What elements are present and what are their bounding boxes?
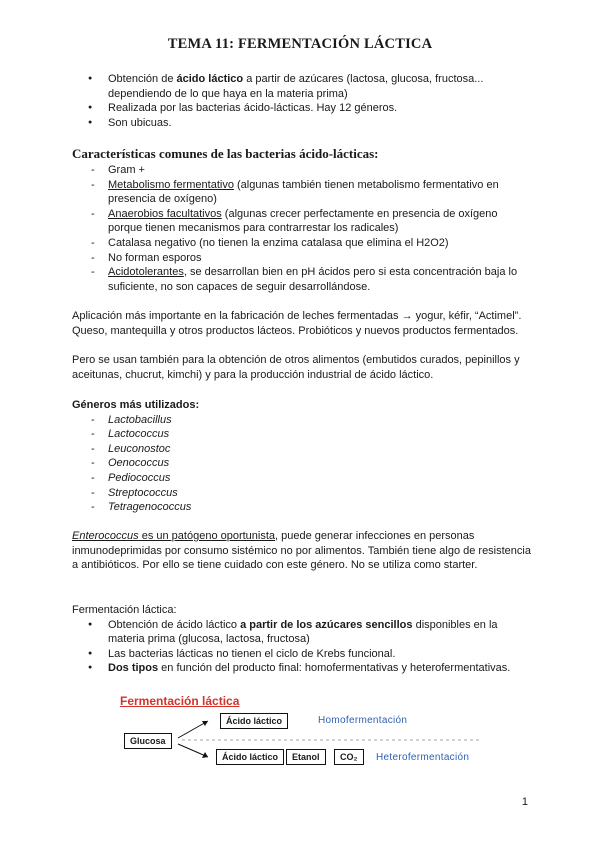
list-item: ● Las bacterias lácticas no tienen el ciclo de Krebs funcional. [72, 647, 532, 662]
generos-section [72, 398, 532, 515]
list-item: ● Son ubicuas. [72, 116, 532, 131]
list-item: ● Dos tipos en función del producto final: homofermentativas y heterofermentativas. [72, 661, 532, 676]
section-heading: Características comunes de las bacterias ácido-lácticas: [72, 146, 379, 161]
list-item: - Catalasa negativo (no tienen la enzima catalasa que elimina el H2O2) [72, 236, 532, 251]
page-title: TEMA 11: FERMENTACIÓN LÁCTICA [167, 36, 433, 52]
paragraph-enterococcus: Enterococcus es un patógeno oportunista, puede generar infecciones en personas inmunodeprimidas por consumo sistémico no por alimentos. También tiene algo de resistencia a antibióticos. Por ello se tiene cuidado con este género. No se utiliza como starter. [72, 530, 531, 572]
list-item: - Streptococcus [72, 486, 532, 501]
generos-list [72, 413, 532, 515]
glucosa-box: Glucosa [124, 733, 172, 749]
list-item: - Tetragenococcus [72, 500, 532, 515]
list-item: - Oenococcus [72, 456, 532, 471]
acido-lactico-hetero-box: Ácido láctico [216, 749, 284, 765]
list-item: - No forman esporos [72, 251, 532, 266]
paragraph-aplicacion: Aplicación más importante en la fabricación de leches fermentadas → yogur, kéfir, “Actimel”. Queso, mantequilla y otros productos lácteos. Probióticos y nuevos productos fermentados. [72, 310, 522, 337]
section-heading: Géneros más utilizados: [72, 399, 200, 411]
list-item: ● Obtención de ácido láctico a partir de los azúcares sencillos disponibles en la materia prima (glucosa, lactosa, fructosa) [72, 618, 532, 647]
heterofermentacion-label: Heterofermentación [376, 752, 470, 763]
caracteristicas-section [72, 146, 532, 294]
paragraph-otros-alimentos: Pero se usan también para la obtención de otros alimentos (embutidos curados, pepinillos y aceitunas, chucrut, kimchi) y para la producción industrial de ácido láctico. [72, 354, 520, 381]
etanol-box: Etanol [286, 749, 326, 765]
list-item: ● Obtención de ácido láctico a partir de azúcares (lactosa, glucosa, fructosa... dependiendo de lo que haya en la materia prima) [72, 72, 532, 101]
intro-section [72, 72, 532, 130]
homofermentacion-label: Homofermentación [318, 715, 408, 726]
list-item: - Metabolismo fermentativo (algunas también tienen metabolismo fermentativo en presencia de oxígeno) [72, 178, 532, 207]
fermentacion-section: Fermentación láctica: ● Obtención de ácido láctico a partir de los azúcares sencillos disponibles en la materia prima (glucosa, lactosa, fructosa) ● Las bacterias lácticas no tienen el ciclo de Krebs funcional. ● Dos tipos en función del producto final: homofermentativas y heterofermentativas. [72, 603, 532, 676]
list-item: - Acidotolerantes, se desarrollan bien en pH ácidos pero si esta concentración baja lo suficiente, no son capaces de seguir desarrollándose. [72, 265, 532, 294]
list-item: - Lactobacillus [72, 413, 532, 428]
list-item: ● Realizada por las bacterias ácido-lácticas. Hay 12 géneros. [72, 101, 532, 116]
list-item: - Gram + [72, 163, 532, 178]
diagram-title: Fermentación láctica [120, 694, 240, 708]
co2-box: CO₂ [334, 749, 364, 765]
list-item: - Anaerobios facultativos (algunas crecer perfectamente en presencia de oxígeno porque tienen mecanismos para contrarrestar los radicales) [72, 207, 532, 236]
acido-lactico-homo-box: Ácido láctico [220, 713, 288, 729]
list-item: - Pediococcus [72, 471, 532, 486]
fermentation-diagram [120, 694, 490, 774]
page-number: 1 [521, 796, 528, 808]
list-item: - Leuconostoc [72, 442, 532, 457]
list-item: - Lactococcus [72, 427, 532, 442]
